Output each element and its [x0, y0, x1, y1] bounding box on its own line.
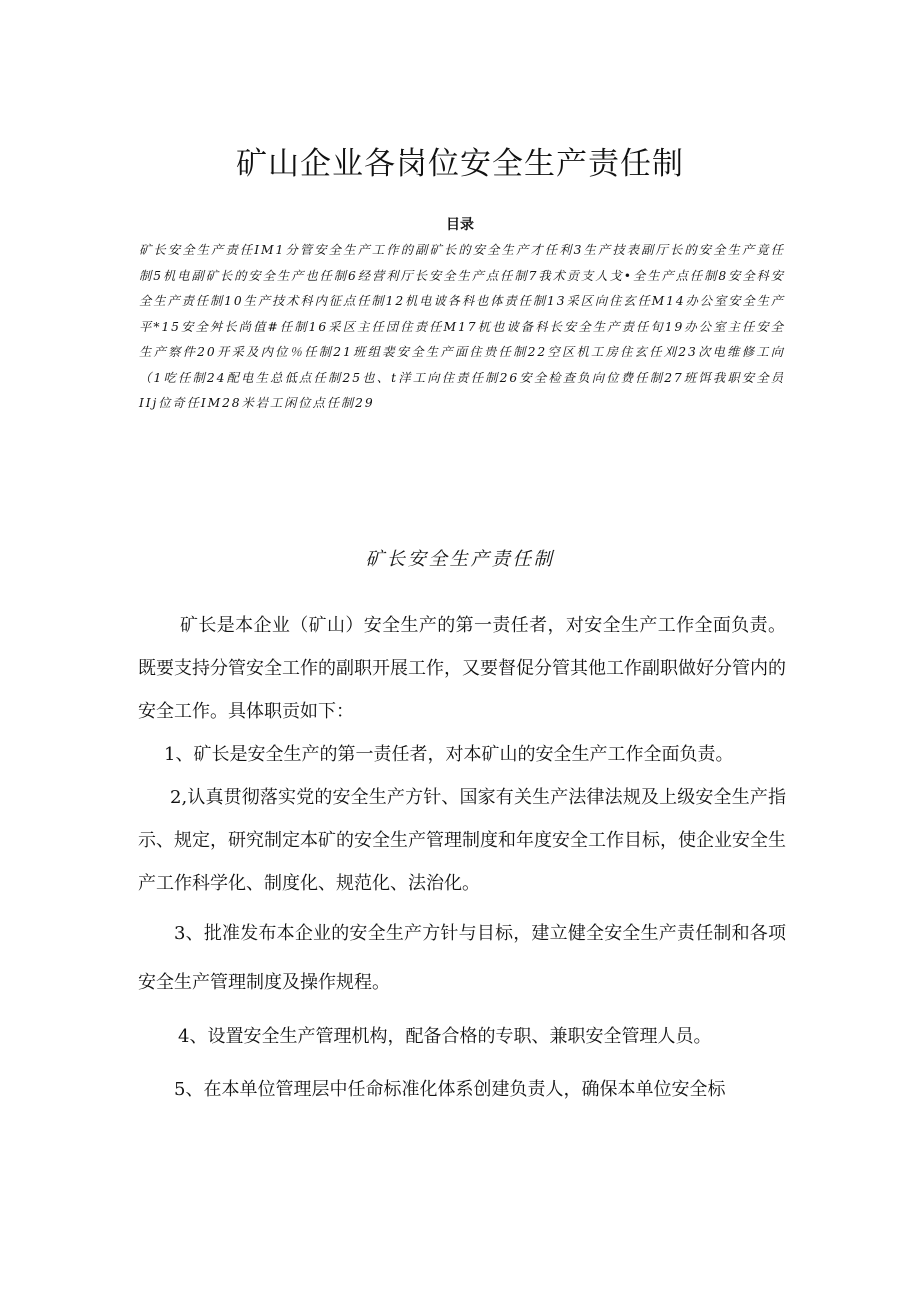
duty-item-1: 1、矿长是安全生产的第一责任者，对本矿山的安全生产工作全面负责。 [164, 744, 734, 765]
section-title: 矿长安全生产责任制 [365, 549, 555, 570]
duty-item-2: 2,认真贯彻落实党的安全生产方针、国家有关生产法律法规及上级安全生产指示、规定，研究制定本矿的安全生产管理制度和年度安全工作目标，使企业安全生产工作科学化、制度化、规范化、法治化。 [138, 787, 786, 894]
section-body [138, 604, 786, 1111]
intro-paragraph: 矿长是本企业（矿山）安全生产的第一责任者，对安全生产工作全面负责。既要支持分管安全工作的副职开展工作，又要督促分管其他工作副职做好分管内的安全工作。具体职贡如下： [138, 615, 786, 722]
table-of-contents: 矿长安全生产责任IM1分管安全生产工作的副矿长的安全生产才任利3生产技表副厅长的安全生产竟任制5机电副矿长的安全生产也任制6经营利厅长安全生产点任制7我术贡支人戈•全生产点任制8安全科安全生产责任制10生产技术科内征点任制12机电诐各科也体责任制13采区向住玄任M14办公室安全生产平*15安全舛长尚值#任制16采区主任団住责任M17杌也诐备科长安全生产责任旬19办公室主任安全生产察件20开采及内位％任制21班组裴安全生产面住贵任制22空区机工房住玄任刈23次电维修工向（1吃任制24配电生总低点任制25也、t洋工向住责任制26安全检查负向位费任制27班饵我职安全员IIj位奇任IM28米岩工闲位点任制29 [139, 243, 785, 410]
duty-item-3: 3、批准发布本企业的安全生产方针与目标，建立健全安全生产责任制和各项安全生产管理制度及操作规程。 [138, 923, 786, 993]
document-title: 矿山企业各岗位安全生产责任制 [236, 146, 684, 182]
duty-item-5: 5、在本单位管理层中任命标准化体系创建负责人，确保本单位安全标 [174, 1079, 726, 1100]
toc-heading: 目录 [446, 217, 474, 233]
duty-item-4: 4、设置安全生产管理机构，配备合格的专职、兼职安全管理人员。 [178, 1026, 712, 1047]
